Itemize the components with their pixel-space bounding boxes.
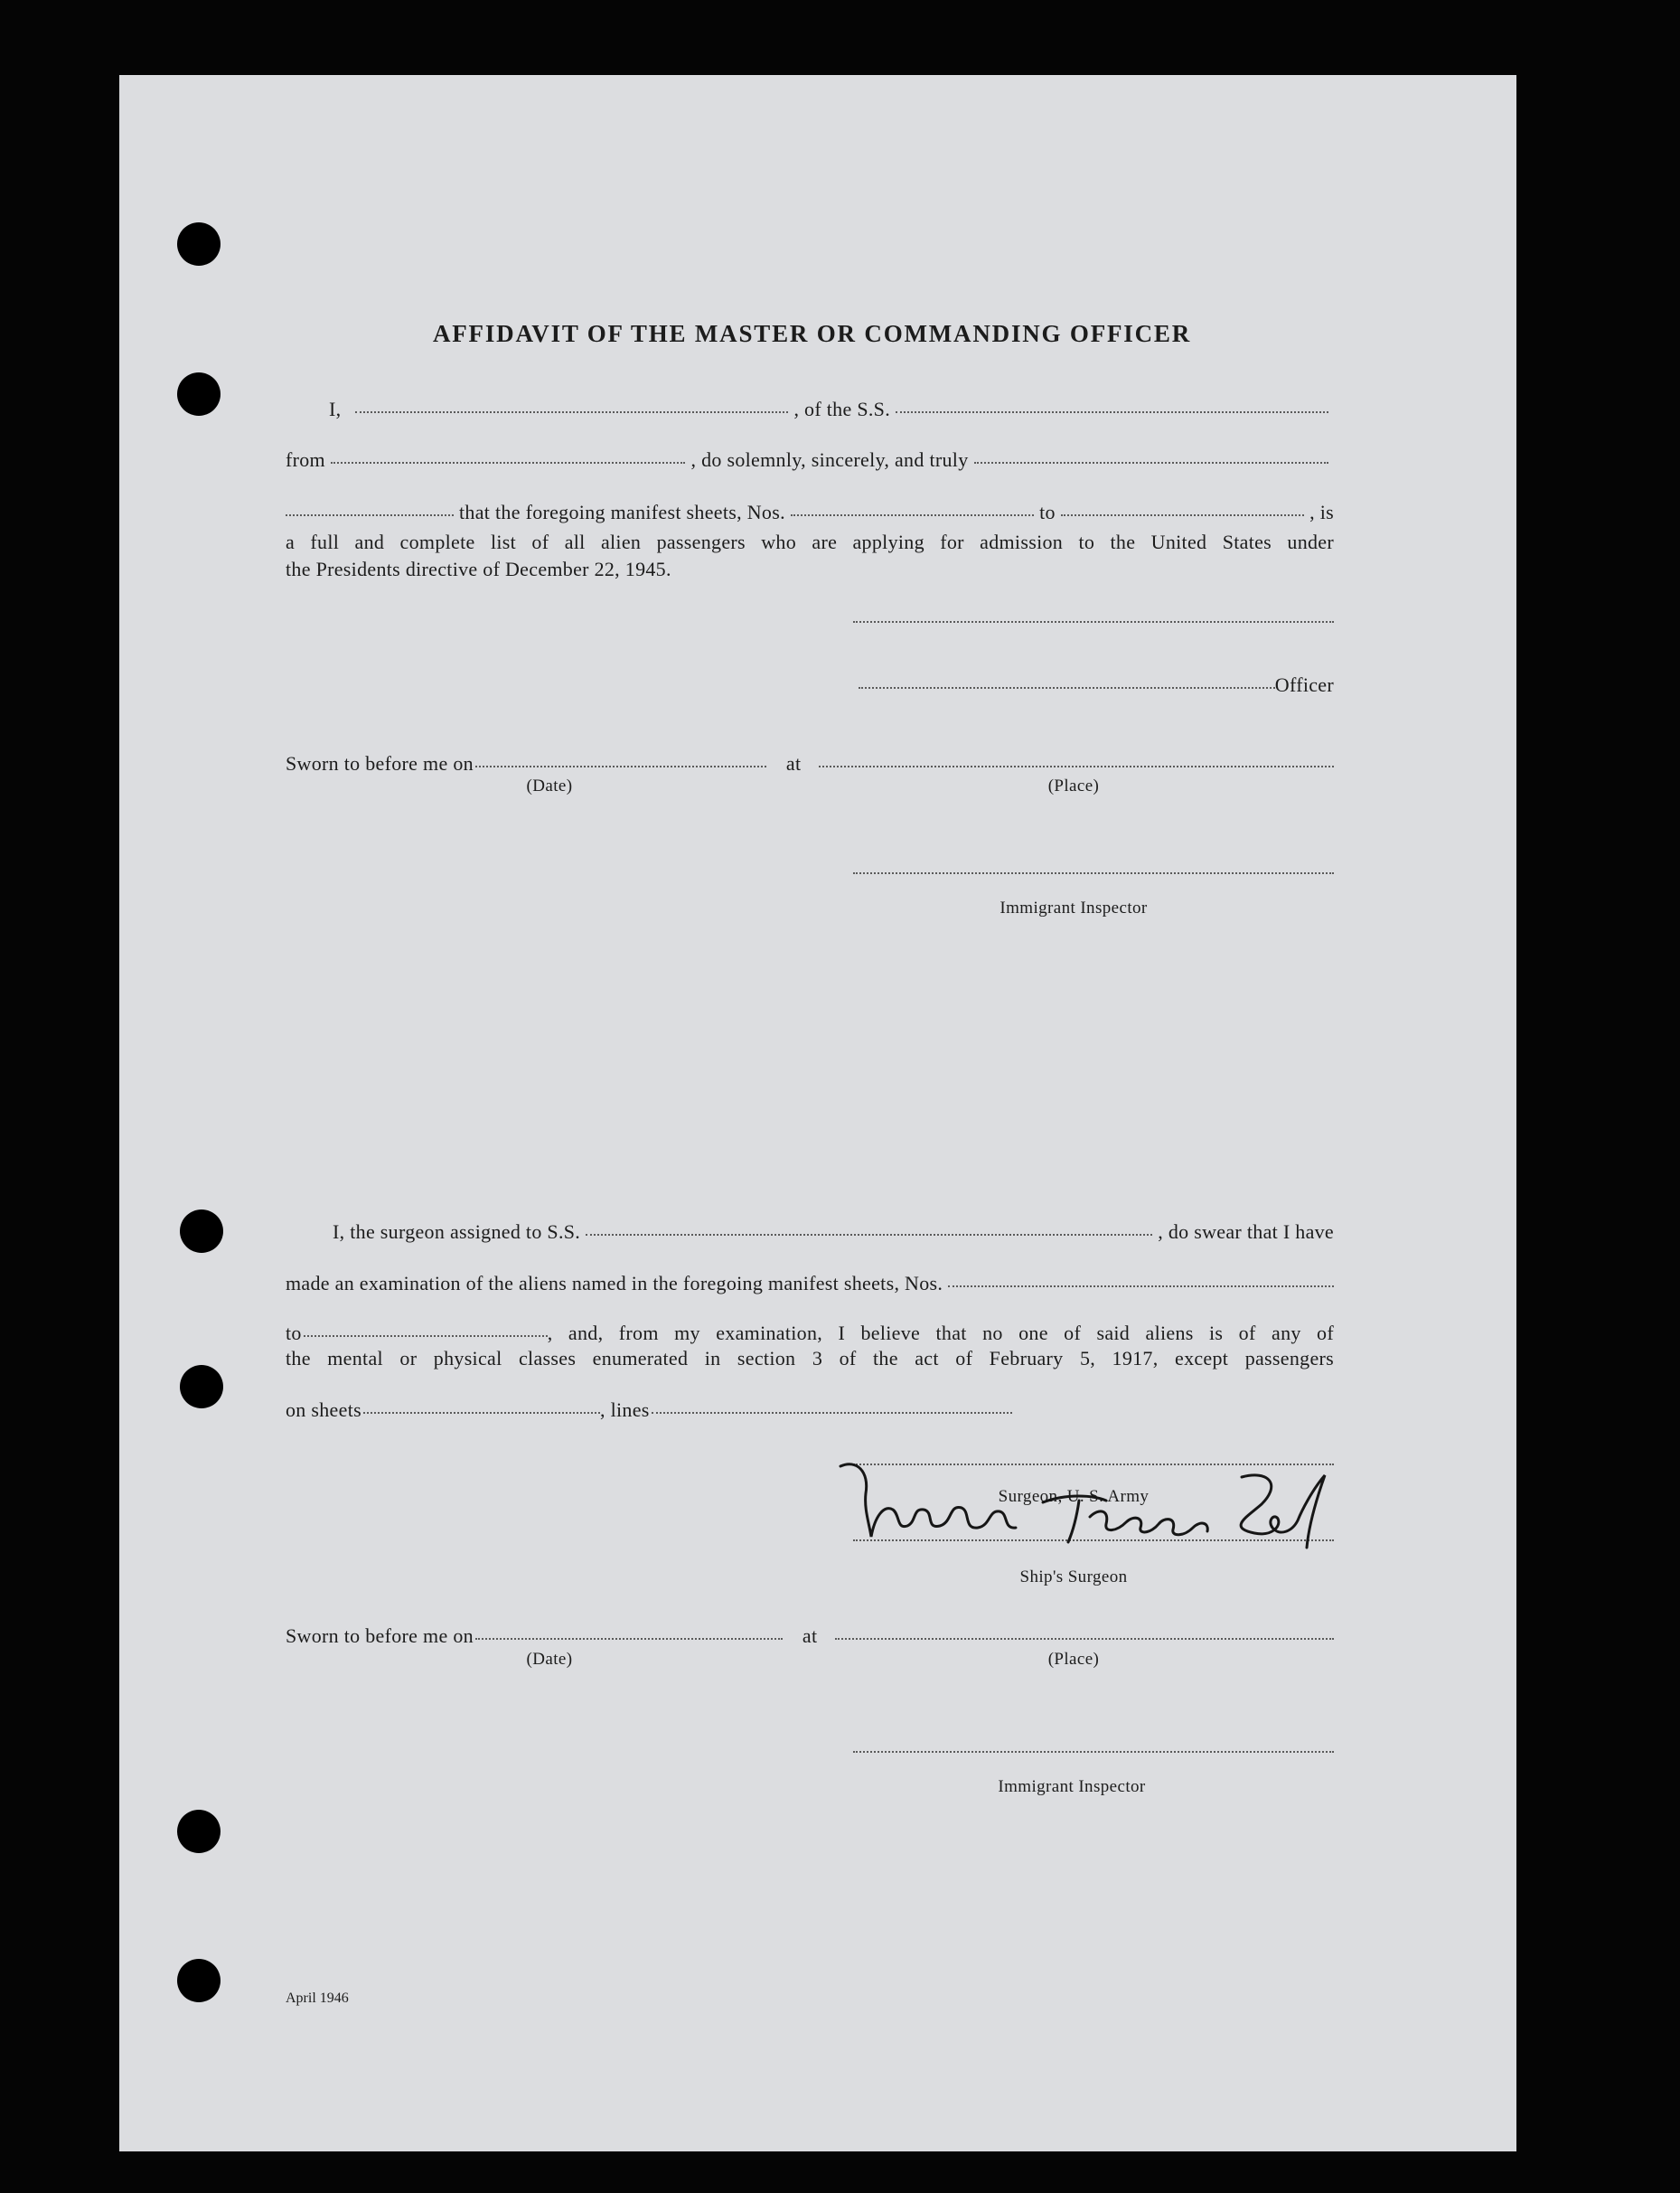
form-revision-date: April 1946 — [286, 1991, 349, 2006]
surgeon-inspector-signature-field[interactable] — [853, 1751, 1334, 1753]
army-surgeon-caption: Surgeon, U. S. Army — [998, 1487, 1150, 1506]
master-port-field[interactable] — [331, 462, 686, 464]
form-title: AFFIDAVIT OF THE MASTER OR COMMANDING OFFICER — [432, 320, 1192, 347]
surgeon-line-2-text: made an examination of the aliens named in the foregoing manifest sheets, Nos. — [286, 1272, 943, 1294]
punch-hole — [177, 1959, 221, 2002]
surgeon-sheets-to-field[interactable] — [304, 1335, 548, 1337]
master-line-4: a full and complete list of all alien passengers who are applying for admission to the United States under — [286, 531, 1334, 553]
surgeon-sheets-from-field[interactable] — [948, 1285, 1334, 1287]
surgeon-line-1 — [333, 1220, 1334, 1244]
master-line-3 — [286, 501, 1334, 524]
surgeon-inspector-line — [853, 1754, 1334, 1755]
surgeon-sworn-date-field[interactable] — [475, 1638, 783, 1640]
master-verb-field[interactable] — [286, 514, 454, 516]
surgeon-exception-lines-field[interactable] — [652, 1412, 1012, 1414]
surgeon-exception-sheets-field[interactable] — [363, 1412, 600, 1414]
surgeon-line-1-lead: I, the surgeon assigned to S.S. — [333, 1220, 581, 1243]
punch-hole — [177, 372, 221, 416]
punch-hole — [177, 222, 221, 266]
surgeon-at-label: at — [802, 1624, 818, 1647]
surgeon-ship-field[interactable] — [586, 1234, 1152, 1236]
officer-label: Officer — [1274, 673, 1334, 696]
punch-hole — [180, 1209, 223, 1253]
surgeon-line-5-lead: on sheets — [286, 1398, 361, 1421]
surgeon-sworn-line — [286, 1624, 1334, 1648]
master-line-1-lead: I, — [329, 398, 342, 420]
master-place-caption: (Place) — [1047, 776, 1100, 795]
surgeon-line-5-mid: , lines — [599, 1398, 650, 1421]
surgeon-inspector-caption: Immigrant Inspector — [998, 1777, 1146, 1796]
master-line-3-to: to — [1039, 501, 1056, 523]
punch-hole — [180, 1365, 223, 1408]
master-line-2 — [286, 448, 1334, 472]
master-signature-line — [853, 624, 1334, 626]
surgeon-line-5 — [286, 1398, 1012, 1422]
surgeon-line-3-lead: to — [286, 1322, 302, 1344]
master-line-3-end: , is — [1309, 501, 1334, 523]
master-line-3-mid: that the foregoing manifest sheets, Nos. — [459, 501, 785, 523]
master-line-1-mid: , of the S.S. — [793, 398, 891, 420]
master-inspector-signature-field[interactable] — [853, 872, 1334, 874]
master-line-1 — [329, 398, 1334, 421]
master-inspector-line — [853, 875, 1334, 877]
surgeon-line-3-end: , and, from my examination, I believe that no one of said aliens is of any of — [547, 1322, 1334, 1344]
master-sworn-label: Sworn to before me on — [286, 752, 474, 775]
master-sheets-from-field[interactable] — [791, 514, 1034, 516]
surgeon-sworn-label: Sworn to before me on — [286, 1624, 474, 1647]
surgeon-line-3 — [286, 1322, 1334, 1345]
master-line-2-mid: , do solemnly, sincerely, and truly — [690, 448, 969, 471]
surgeon-date-caption: (Date) — [526, 1650, 573, 1669]
surgeon-line-1-end: , do swear that I have — [1158, 1220, 1334, 1243]
punch-hole — [177, 1810, 221, 1853]
master-inspector-caption: Immigrant Inspector — [1000, 899, 1148, 918]
officer-line — [859, 673, 1334, 697]
master-oath-field[interactable] — [974, 462, 1329, 464]
form-page — [119, 75, 1516, 2151]
master-sworn-line — [286, 752, 1334, 776]
master-sheets-to-field[interactable] — [1061, 514, 1304, 516]
surgeon-place-caption: (Place) — [1047, 1650, 1100, 1669]
surgeon-line-4: the mental or physical classes enumerated in section 3 of the act of February 5, 1917, except passengers — [286, 1347, 1334, 1369]
master-name-field[interactable] — [355, 411, 788, 413]
master-line-5: the Presidents directive of December 22, 1945. — [286, 558, 671, 580]
master-at-label: at — [785, 752, 802, 775]
master-date-caption: (Date) — [526, 776, 573, 795]
master-signature-field[interactable] — [853, 621, 1334, 623]
master-sworn-date-field[interactable] — [475, 766, 766, 767]
surgeon-line-2 — [286, 1272, 1334, 1295]
master-ship-field[interactable] — [896, 411, 1328, 413]
master-sworn-place-field[interactable] — [819, 766, 1334, 767]
ship-surgeon-caption: Ship's Surgeon — [1019, 1567, 1128, 1586]
master-line-2-lead: from — [286, 448, 325, 471]
surgeon-sworn-place-field[interactable] — [835, 1638, 1334, 1640]
surgeon-handwritten-signature — [830, 1454, 1354, 1580]
officer-signature-field[interactable] — [859, 687, 1275, 689]
